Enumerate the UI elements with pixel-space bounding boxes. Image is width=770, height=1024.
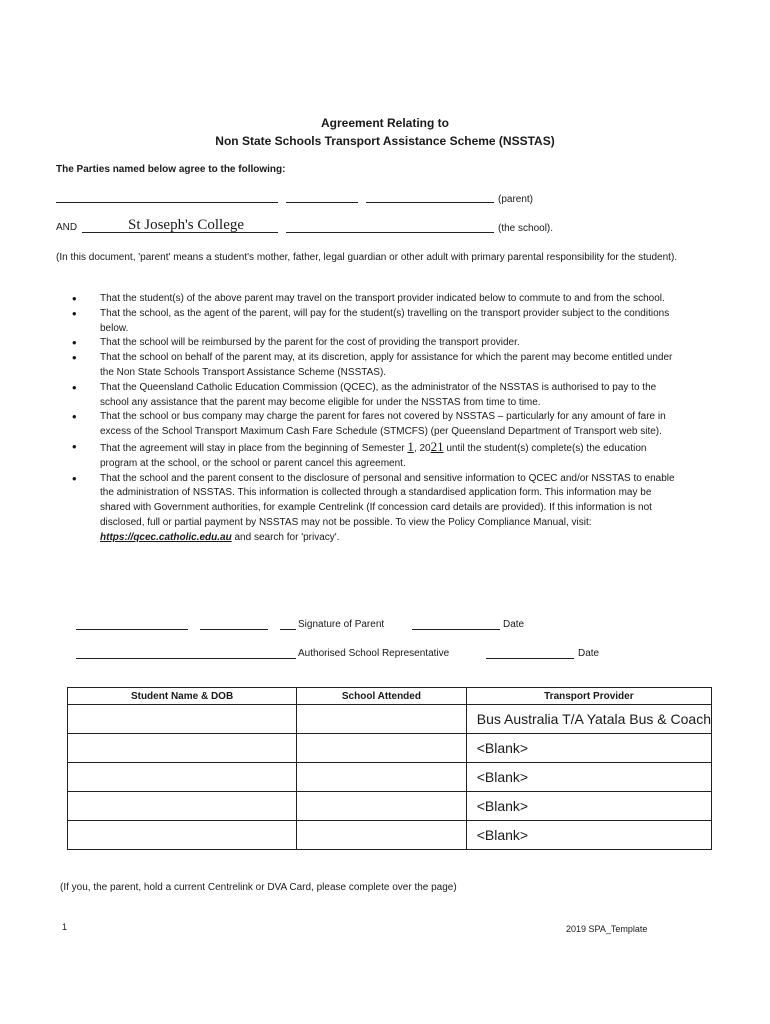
header-transport-provider: Transport Provider <box>466 688 711 705</box>
table-row <box>68 792 712 821</box>
student-transport-table <box>67 687 712 850</box>
parent-date-line <box>412 629 500 630</box>
table-header-row <box>68 688 712 705</box>
template-label: 2019 SPA_Template <box>566 924 648 934</box>
parties-intro: The Parties named below agree to the following: <box>56 164 286 175</box>
authorised-rep-label: Authorised School Representative <box>298 648 450 659</box>
parent-signature-line-2 <box>200 629 268 630</box>
transport-provider-cell[interactable]: <Blank> <box>466 821 711 850</box>
centrelink-footer-note: (If you, the parent, hold a current Centrelink or DVA Card, please complete over the page) <box>60 882 457 893</box>
condition-item-semester: • That the agreement will stay in place from the beginning of Semester 1, 2021 until the student(s) complete(s) the education program at the school, or the school or parent cancel this agreement. <box>62 440 682 472</box>
school-attended-cell[interactable] <box>297 734 467 763</box>
year-value: 21 <box>430 438 444 454</box>
table-row <box>68 821 712 850</box>
school-rep-signature-line <box>76 658 296 659</box>
condition-item-privacy: • That the school and the parent consent to the disclosure of personal and sensitive information to QCEC and/or NSSTAS to enable the administration of NSSTAS. This information is collected through a standardised application form. This information may be shared with Government authorities, for example Centrelink (If concession card details are provided). If this information is not disclosed, full or partial payment by NSSTAS may not be possible. To view the Policy Compliance Manual, visit: https://qcec.catholic.edu.au and search for 'privacy'. <box>62 472 682 546</box>
student-name-cell[interactable] <box>68 792 297 821</box>
transport-provider-cell[interactable]: <Blank> <box>466 792 711 821</box>
signature-parent-label: Signature of Parent <box>298 619 385 630</box>
student-name-cell[interactable] <box>68 734 297 763</box>
transport-provider-cell[interactable]: <Blank> <box>466 734 711 763</box>
school-rep-date-label: Date <box>578 648 600 659</box>
parent-definition: (In this document, 'parent' means a student's mother, father, legal guardian or other adult with primary parental responsibility for the student). <box>56 252 678 263</box>
and-label: AND <box>56 222 78 233</box>
parent-name-line-1 <box>56 202 278 203</box>
parent-date-label: Date <box>503 619 525 630</box>
document-title-line-2: Non State Schools Transport Assistance Scheme (NSSTAS) <box>215 134 555 148</box>
school-attended-cell[interactable] <box>297 792 467 821</box>
school-rep-date-line <box>486 658 574 659</box>
school-name-line-2 <box>286 232 494 233</box>
condition-item: • That the Queensland Catholic Education Commission (QCEC), as the administrator of the NSSTAS is authorised to pay to the school any assistance that the parent may become eligible for under the NSSTAS from time to time. <box>62 381 682 411</box>
page-number: 1 <box>62 922 68 932</box>
parent-name-line-3 <box>366 202 494 203</box>
student-name-cell[interactable] <box>68 763 297 792</box>
school-attended-cell[interactable] <box>297 821 467 850</box>
school-label: (the school). <box>498 223 554 234</box>
parent-name-line-2 <box>286 202 358 203</box>
parent-signature-line-1 <box>76 629 188 630</box>
transport-provider-cell[interactable]: <Blank> <box>466 763 711 792</box>
table-row <box>68 705 712 734</box>
document-title-line-1: Agreement Relating to <box>320 116 449 130</box>
school-attended-cell[interactable] <box>297 763 467 792</box>
condition-item: • That the school on behalf of the parent may, at its discretion, apply for assistance for which the parent may become entitled under the Non State Schools Transport Assistance Scheme (NSSTAS). <box>62 351 682 381</box>
privacy-url-link[interactable]: https://qcec.catholic.edu.au <box>100 531 232 543</box>
condition-item: • That the school will be reimbursed by the parent for the cost of providing the transport provider. <box>62 336 682 351</box>
condition-item: • That the school, as the agent of the parent, will pay for the student(s) travelling on the transport provider subject to the conditions below. <box>62 307 682 337</box>
student-name-cell[interactable] <box>68 821 297 850</box>
condition-item: • That the school or bus company may charge the parent for fares not covered by NSSTAS – particularly for any amount of fare in excess of the School Transport Maximum Cash Fare Schedule (STMCFS) (per Queensland Department of Transport web site). <box>62 410 682 440</box>
semester-value: 1 <box>407 438 414 454</box>
school-name-value: St Joseph's College <box>128 217 245 233</box>
student-name-cell[interactable] <box>68 705 297 734</box>
table-row <box>68 734 712 763</box>
parent-label: (parent) <box>498 194 534 205</box>
header-student-name: Student Name & DOB <box>68 688 297 705</box>
parent-signature-line-3 <box>280 629 296 630</box>
school-attended-cell[interactable] <box>297 705 467 734</box>
condition-item: • That the student(s) of the above parent may travel on the transport provider indicated below to commute to and from the school. <box>62 292 682 307</box>
transport-provider-cell[interactable]: Bus Australia T/A Yatala Bus & Coach <box>466 705 711 734</box>
conditions-list <box>62 292 682 546</box>
header-school-attended: School Attended <box>297 688 467 705</box>
table-row <box>68 763 712 792</box>
